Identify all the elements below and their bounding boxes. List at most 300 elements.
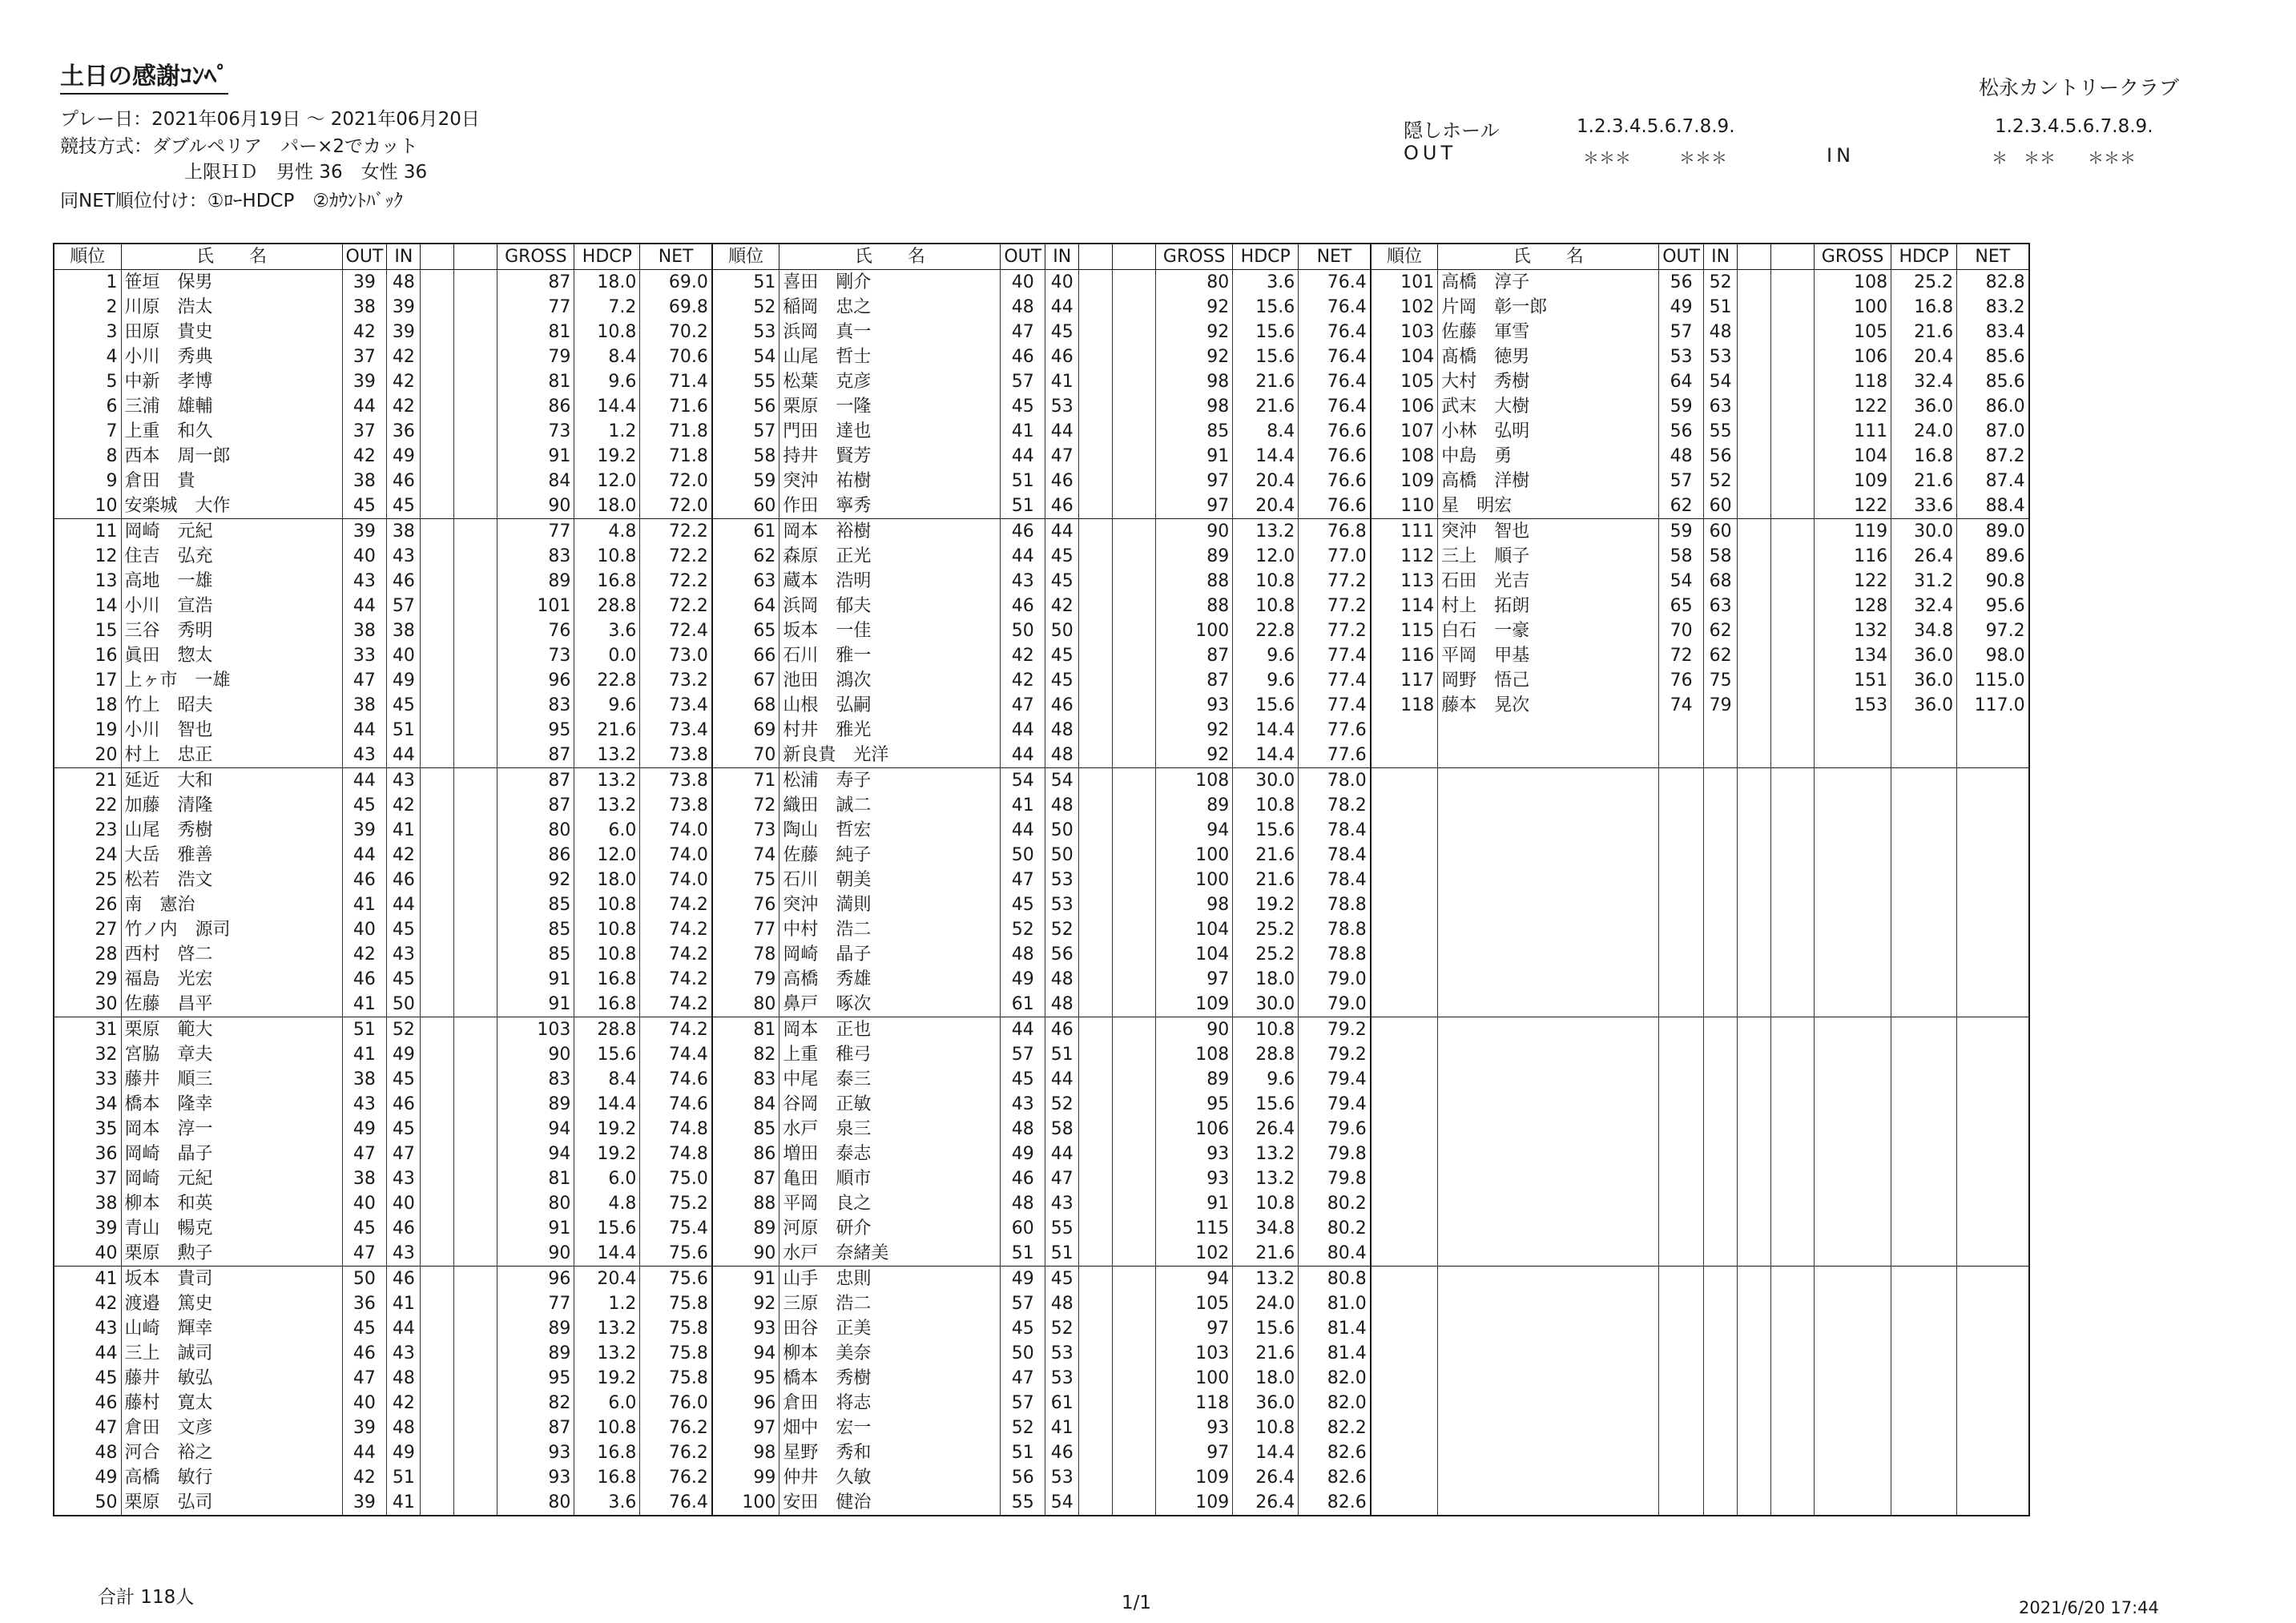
cell-blank2 [454, 1017, 497, 1043]
cell-out: 48 [1001, 1117, 1045, 1142]
cell-gross [1815, 1416, 1891, 1440]
cell-name: 岡崎 晶子 [121, 1142, 342, 1166]
cell-blank2 [1113, 1391, 1156, 1416]
col-header-net: NET [1957, 244, 2029, 270]
cell-out: 60 [1001, 1216, 1045, 1241]
cell-name: 渡邉 篤史 [121, 1291, 342, 1316]
cell-blank2 [1771, 818, 1815, 843]
cell-blank2 [454, 569, 497, 594]
cell-blank1 [1079, 544, 1113, 569]
cell-name: 山根 弘嗣 [779, 693, 1001, 718]
cell-in: 46 [387, 569, 421, 594]
cell-blank1 [1079, 992, 1113, 1017]
cell-in: 60 [1704, 493, 1738, 519]
cell-net [1957, 1440, 2029, 1465]
cell-in: 44 [1045, 419, 1079, 444]
cell-net: 73.4 [640, 718, 712, 743]
cell-blank2 [1771, 643, 1815, 668]
cell-out: 44 [342, 594, 387, 618]
cell-blank1 [421, 793, 454, 818]
cell-blank1 [1079, 1117, 1113, 1142]
cell-gross: 92 [1156, 718, 1233, 743]
cell-out [1659, 917, 1704, 942]
cell-out: 43 [1001, 569, 1045, 594]
cell-gross: 108 [1156, 768, 1233, 794]
cell-rank: 52 [712, 295, 779, 320]
cell-out: 51 [1001, 1241, 1045, 1267]
cell-in: 47 [1045, 444, 1079, 469]
cell-in: 48 [1045, 743, 1079, 768]
cell-in: 42 [387, 369, 421, 394]
cell-in: 43 [387, 1341, 421, 1366]
cell-hdcp: 21.6 [1233, 369, 1299, 394]
cell-in: 44 [1045, 1142, 1079, 1166]
col-header-name: 氏 名 [779, 244, 1001, 270]
cell-net: 76.8 [1299, 519, 1371, 545]
cell-hdcp: 4.8 [574, 519, 640, 545]
cell-blank1 [1738, 444, 1771, 469]
cell-blank1 [421, 967, 454, 992]
cell-blank1 [1079, 1241, 1113, 1267]
cell-net: 76.4 [1299, 295, 1371, 320]
cell-gross: 95 [1156, 1092, 1233, 1117]
cell-out: 45 [342, 493, 387, 519]
cell-net: 75.2 [640, 1191, 712, 1216]
cell-blank1 [1738, 1092, 1771, 1117]
cell-hdcp: 12.0 [574, 469, 640, 493]
cell-net: 82.0 [1299, 1366, 1371, 1391]
cell-hdcp [1891, 942, 1957, 967]
cell-hdcp [1891, 1341, 1957, 1366]
cell-net: 73.8 [640, 768, 712, 794]
cell-name [1438, 1241, 1659, 1267]
cell-net: 88.4 [1957, 493, 2029, 519]
cell-gross: 101 [497, 594, 574, 618]
cell-rank: 37 [54, 1166, 121, 1191]
cell-blank1 [421, 569, 454, 594]
cell-gross: 87 [497, 743, 574, 768]
cell-gross: 115 [1156, 1216, 1233, 1241]
cell-blank2 [454, 1092, 497, 1117]
col-header-blank2 [454, 244, 497, 270]
cell-rank: 112 [1371, 544, 1438, 569]
cell-hdcp [1891, 967, 1957, 992]
cell-in [1704, 942, 1738, 967]
col-header-net: NET [640, 244, 712, 270]
cell-in: 46 [1045, 469, 1079, 493]
cell-blank1 [1079, 1416, 1113, 1440]
cell-gross: 91 [497, 1216, 574, 1241]
cell-net [1957, 892, 2029, 917]
cell-blank1 [421, 270, 454, 296]
cell-out: 43 [342, 743, 387, 768]
cell-gross: 83 [497, 693, 574, 718]
cell-hdcp: 30.0 [1233, 768, 1299, 794]
cell-blank2 [454, 868, 497, 892]
cell-blank2 [454, 1117, 497, 1142]
cell-rank: 51 [712, 270, 779, 296]
cell-name: 三原 浩二 [779, 1291, 1001, 1316]
cell-net: 76.6 [1299, 493, 1371, 519]
cell-name: 高地 一雄 [121, 569, 342, 594]
cell-out: 57 [1001, 369, 1045, 394]
cell-in: 51 [1045, 1042, 1079, 1067]
cell-in: 68 [1704, 569, 1738, 594]
cell-in: 54 [1045, 1490, 1079, 1516]
cell-out [1659, 818, 1704, 843]
cell-blank1 [1738, 1166, 1771, 1191]
cell-hdcp: 6.0 [574, 1391, 640, 1416]
cell-net: 71.8 [640, 419, 712, 444]
cell-gross [1815, 917, 1891, 942]
cell-blank2 [454, 892, 497, 917]
cell-out: 37 [342, 344, 387, 369]
cell-out: 72 [1659, 643, 1704, 668]
cell-hdcp: 16.8 [574, 967, 640, 992]
table-row [54, 270, 2029, 296]
cell-blank2 [1771, 419, 1815, 444]
table-row [54, 1465, 2029, 1490]
cell-blank2 [1771, 618, 1815, 643]
cell-in [1704, 1042, 1738, 1067]
cell-gross: 94 [1156, 1267, 1233, 1292]
cell-blank2 [454, 818, 497, 843]
cell-hdcp: 21.6 [1233, 843, 1299, 868]
cell-out: 50 [1001, 843, 1045, 868]
cell-hdcp: 26.4 [1233, 1117, 1299, 1142]
cell-net: 90.8 [1957, 569, 2029, 594]
cell-net: 76.6 [1299, 444, 1371, 469]
cell-name: 柳本 美奈 [779, 1341, 1001, 1366]
cell-gross: 87 [497, 768, 574, 794]
cell-blank2 [454, 992, 497, 1017]
cell-rank: 96 [712, 1391, 779, 1416]
cell-blank1 [1079, 743, 1113, 768]
table-row [54, 1391, 2029, 1416]
cell-rank: 45 [54, 1366, 121, 1391]
cell-blank2 [1113, 1241, 1156, 1267]
cell-blank1 [1079, 1092, 1113, 1117]
cell-out: 51 [1001, 1440, 1045, 1465]
cell-name: 石田 光吉 [1438, 569, 1659, 594]
cell-gross: 91 [497, 444, 574, 469]
cell-net: 76.4 [1299, 369, 1371, 394]
cell-net [1957, 1241, 2029, 1267]
competition-format: 競技方式：ダブルペリア パー×2でカット [60, 136, 418, 157]
cell-blank2 [1113, 1042, 1156, 1067]
cell-gross: 85 [497, 942, 574, 967]
cell-hdcp [1891, 1391, 1957, 1416]
cell-out: 62 [1659, 493, 1704, 519]
cell-blank2 [1113, 1416, 1156, 1440]
cell-rank: 76 [712, 892, 779, 917]
col-header-hdcp: HDCP [574, 244, 640, 270]
cell-rank: 101 [1371, 270, 1438, 296]
cell-blank2 [1771, 942, 1815, 967]
cell-out: 47 [342, 1366, 387, 1391]
cell-blank1 [1079, 1366, 1113, 1391]
cell-name: 藤井 敏弘 [121, 1366, 342, 1391]
cell-net: 74.2 [640, 942, 712, 967]
cell-gross: 109 [1156, 1490, 1233, 1516]
cell-in [1704, 1341, 1738, 1366]
cell-blank1 [1738, 1191, 1771, 1216]
cell-rank: 113 [1371, 569, 1438, 594]
out-label: OUT [1404, 142, 1457, 164]
cell-gross: 100 [1156, 618, 1233, 643]
table-row [54, 992, 2029, 1017]
cell-out [1659, 1191, 1704, 1216]
cell-blank2 [1771, 1241, 1815, 1267]
cell-blank1 [1079, 419, 1113, 444]
cell-blank2 [454, 942, 497, 967]
cell-blank2 [1113, 793, 1156, 818]
cell-blank1 [1079, 843, 1113, 868]
cell-net: 71.6 [640, 394, 712, 419]
cell-net: 87.4 [1957, 469, 2029, 493]
col-header-rank: 順位 [1371, 244, 1438, 270]
cell-rank [1371, 1366, 1438, 1391]
cell-net [1957, 1465, 2029, 1490]
cell-blank1 [1738, 270, 1771, 296]
cell-name: 栗原 範大 [121, 1017, 342, 1043]
cell-rank [1371, 768, 1438, 794]
cell-hdcp: 13.2 [1233, 1142, 1299, 1166]
cell-blank2 [1113, 992, 1156, 1017]
cell-blank2 [454, 1391, 497, 1416]
cell-in: 46 [1045, 344, 1079, 369]
hidden-out-marks: ＊＊＊ ＊＊＊ [1583, 148, 1727, 167]
cell-hdcp [1891, 1191, 1957, 1216]
cell-hdcp: 6.0 [574, 1166, 640, 1191]
cell-net: 76.2 [640, 1465, 712, 1490]
cell-in: 53 [1045, 868, 1079, 892]
cell-in: 50 [1045, 618, 1079, 643]
cell-gross: 88 [1156, 569, 1233, 594]
cell-blank2 [454, 519, 497, 545]
cell-out: 55 [1001, 1490, 1045, 1516]
cell-gross: 98 [1156, 369, 1233, 394]
cell-out: 48 [1659, 444, 1704, 469]
cell-net [1957, 1117, 2029, 1142]
cell-out [1659, 1142, 1704, 1166]
cell-gross: 91 [1156, 444, 1233, 469]
cell-out: 46 [1001, 1166, 1045, 1191]
cell-hdcp: 14.4 [1233, 743, 1299, 768]
cell-blank2 [1113, 843, 1156, 868]
cell-blank2 [454, 693, 497, 718]
cell-net: 72.2 [640, 519, 712, 545]
cell-in: 45 [387, 967, 421, 992]
cell-net: 79.8 [1299, 1166, 1371, 1191]
cell-hdcp: 25.2 [1233, 942, 1299, 967]
cell-out: 47 [1001, 1366, 1045, 1391]
col-header-blank2 [1771, 244, 1815, 270]
cell-in: 42 [387, 344, 421, 369]
cell-name: 浜岡 真一 [779, 320, 1001, 344]
cell-gross: 98 [1156, 892, 1233, 917]
cell-rank: 89 [712, 1216, 779, 1241]
cell-net: 78.8 [1299, 942, 1371, 967]
cell-in: 43 [1045, 1191, 1079, 1216]
col-header-name: 氏 名 [1438, 244, 1659, 270]
cell-blank2 [1113, 942, 1156, 967]
cell-in: 45 [1045, 643, 1079, 668]
cell-out: 43 [342, 569, 387, 594]
cell-name: 水戸 奈緒美 [779, 1241, 1001, 1267]
play-date: プレー日：2021年06月19日 ～ 2021年06月20日 [60, 109, 480, 130]
cell-gross: 100 [1815, 295, 1891, 320]
cell-hdcp: 10.8 [1233, 1017, 1299, 1043]
cell-out [1659, 1391, 1704, 1416]
cell-rank: 86 [712, 1142, 779, 1166]
cell-gross: 94 [497, 1142, 574, 1166]
cell-net: 74.2 [640, 967, 712, 992]
col-header-in: IN [1045, 244, 1079, 270]
cell-rank: 92 [712, 1291, 779, 1316]
cell-hdcp: 34.8 [1233, 1216, 1299, 1241]
cell-blank1 [1738, 1366, 1771, 1391]
cell-hdcp: 9.6 [574, 693, 640, 718]
cell-rank: 109 [1371, 469, 1438, 493]
cell-out: 44 [342, 394, 387, 419]
cell-hdcp: 15.6 [574, 1042, 640, 1067]
cell-blank2 [1113, 892, 1156, 917]
cell-gross [1815, 1366, 1891, 1391]
cell-gross [1815, 967, 1891, 992]
cell-net: 79.4 [1299, 1092, 1371, 1117]
cell-name [1438, 743, 1659, 768]
cell-net: 74.2 [640, 892, 712, 917]
cell-in: 54 [1045, 768, 1079, 794]
cell-rank: 44 [54, 1341, 121, 1366]
table-row [54, 1216, 2029, 1241]
cell-name: 坂本 貴司 [121, 1267, 342, 1292]
cell-hdcp [1891, 1316, 1957, 1341]
cell-hdcp: 13.2 [574, 793, 640, 818]
cell-rank: 104 [1371, 344, 1438, 369]
cell-blank1 [1738, 693, 1771, 718]
cell-net [1957, 1142, 2029, 1166]
cell-net: 75.8 [640, 1291, 712, 1316]
cell-hdcp: 28.8 [574, 1017, 640, 1043]
cell-out [1659, 1416, 1704, 1440]
cell-hdcp: 15.6 [1233, 693, 1299, 718]
cell-rank: 110 [1371, 493, 1438, 519]
cell-blank1 [1079, 618, 1113, 643]
cell-gross: 93 [1156, 1142, 1233, 1166]
cell-out: 47 [1001, 320, 1045, 344]
cell-in: 55 [1045, 1216, 1079, 1241]
cell-hdcp: 10.8 [574, 917, 640, 942]
cell-gross: 87 [497, 270, 574, 296]
cell-name [1438, 1341, 1659, 1366]
cell-in [1704, 1291, 1738, 1316]
cell-hdcp: 16.8 [574, 1440, 640, 1465]
cell-gross [1815, 1117, 1891, 1142]
cell-hdcp: 14.4 [574, 1092, 640, 1117]
table-row [54, 743, 2029, 768]
cell-rank: 18 [54, 693, 121, 718]
cell-in [1704, 1267, 1738, 1292]
cell-hdcp: 19.2 [574, 1366, 640, 1391]
cell-hdcp: 36.0 [1891, 643, 1957, 668]
cell-name: 河原 研介 [779, 1216, 1001, 1241]
cell-name [1438, 718, 1659, 743]
cell-name [1438, 892, 1659, 917]
cell-blank2 [454, 419, 497, 444]
cell-blank1 [421, 469, 454, 493]
cell-blank2 [1113, 544, 1156, 569]
cell-net [1957, 743, 2029, 768]
cell-out: 47 [342, 1142, 387, 1166]
cell-in: 56 [1045, 942, 1079, 967]
cell-hdcp [1891, 1490, 1957, 1516]
cell-hdcp: 20.4 [1233, 493, 1299, 519]
cell-in [1704, 1490, 1738, 1516]
cell-gross: 106 [1815, 344, 1891, 369]
cell-gross: 92 [497, 868, 574, 892]
table-row [54, 569, 2029, 594]
cell-hdcp: 21.6 [1233, 394, 1299, 419]
cell-out: 64 [1659, 369, 1704, 394]
cell-name: 柳本 和英 [121, 1191, 342, 1216]
cell-net [1957, 793, 2029, 818]
col-header-net: NET [1299, 244, 1371, 270]
cell-blank1 [421, 1017, 454, 1043]
cell-rank: 20 [54, 743, 121, 768]
cell-hdcp [1891, 1117, 1957, 1142]
cell-out: 43 [342, 1092, 387, 1117]
cell-blank1 [421, 1191, 454, 1216]
cell-gross [1815, 1440, 1891, 1465]
cell-in: 36 [387, 419, 421, 444]
cell-rank: 27 [54, 917, 121, 942]
cell-blank1 [1738, 419, 1771, 444]
cell-rank [1371, 1267, 1438, 1292]
cell-gross: 89 [497, 569, 574, 594]
cell-gross: 100 [1156, 843, 1233, 868]
cell-out: 42 [1001, 643, 1045, 668]
cell-hdcp: 22.8 [1233, 618, 1299, 643]
cell-blank2 [1771, 793, 1815, 818]
cell-blank1 [421, 693, 454, 718]
cell-rank: 29 [54, 967, 121, 992]
cell-in: 46 [387, 1216, 421, 1241]
cell-out: 48 [1001, 1191, 1045, 1216]
cell-net: 74.2 [640, 917, 712, 942]
cell-blank2 [1113, 718, 1156, 743]
cell-blank2 [1771, 369, 1815, 394]
cell-out: 54 [1001, 768, 1045, 794]
cell-hdcp [1891, 1241, 1957, 1267]
col-header-blank1 [1079, 244, 1113, 270]
cell-blank1 [421, 594, 454, 618]
cell-rank: 54 [712, 344, 779, 369]
cell-name: 三浦 雄輔 [121, 394, 342, 419]
cell-name [1438, 1042, 1659, 1067]
cell-blank2 [454, 967, 497, 992]
cell-gross: 132 [1815, 618, 1891, 643]
cell-rank [1371, 1440, 1438, 1465]
cell-name: 陶山 哲宏 [779, 818, 1001, 843]
cell-blank1 [1079, 668, 1113, 693]
cell-gross: 89 [497, 1341, 574, 1366]
cell-net: 74.2 [640, 1017, 712, 1043]
cell-blank1 [1738, 320, 1771, 344]
cell-hdcp [1891, 868, 1957, 892]
cell-gross: 89 [1156, 793, 1233, 818]
